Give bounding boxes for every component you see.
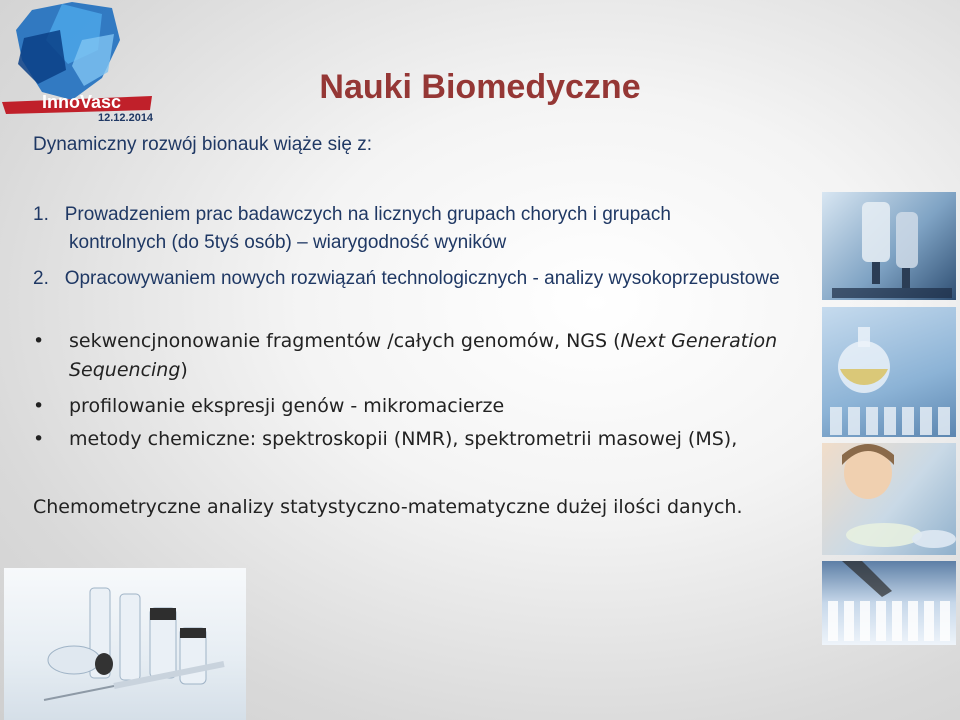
numbered-item-1 [33,201,783,257]
svg-text:InnoVasc: InnoVasc [42,92,122,112]
bullet-icon: • [33,428,45,450]
test-tubes-photo [822,561,956,645]
item-number: 1. [33,204,49,225]
bullet-item-ngs [33,327,803,385]
bullet-icon: • [33,330,45,352]
item-text-line1: Prowadzeniem prac badawczych na licznych grupach chorych i grupach [64,204,671,225]
svg-text:12.12.2014: 12.12.2014 [98,112,154,124]
bullet-text: profilowanie ekspresji genów - mikromacierze [69,395,505,417]
bullet-text: sekwencjnonowanie fragmentów /całych genomów, NGS ( [69,330,621,352]
innovasc-logo [2,0,162,126]
bullet-icon: • [33,395,45,417]
bullet-italic-text: Next Generation Sequencing [69,330,778,381]
bullet-item-chemical-methods [33,425,803,454]
numbered-item-2 [33,265,793,293]
flask-photo [822,307,956,437]
closing-text: Chemometryczne analizy statystyczno-matematyczne dużej ilości danych. [33,496,743,518]
bullet-item-microarrays [33,392,733,421]
intro-text: Dynamiczny rozwój bionauk wiąże się z: [33,134,372,155]
slide-title: Nauki Biomedyczne [319,68,641,106]
item-text-line2: kontrolnych (do 5tyś osób) – wiarygodność wyników [69,232,507,253]
vials-syringe-photo [4,568,246,720]
item-text: Opracowywaniem nowych rozwiązań technologicznych - analizy wysokoprzepustowe [64,268,780,289]
bullet-text: metody chemiczne: spektroskopii (NMR), spektrometrii masowej (MS), [69,428,738,450]
bullet-text-end: ) [180,359,188,381]
microscope-photo [822,192,956,300]
item-number: 2. [33,268,49,289]
scientist-petri-dish-photo [822,443,956,555]
